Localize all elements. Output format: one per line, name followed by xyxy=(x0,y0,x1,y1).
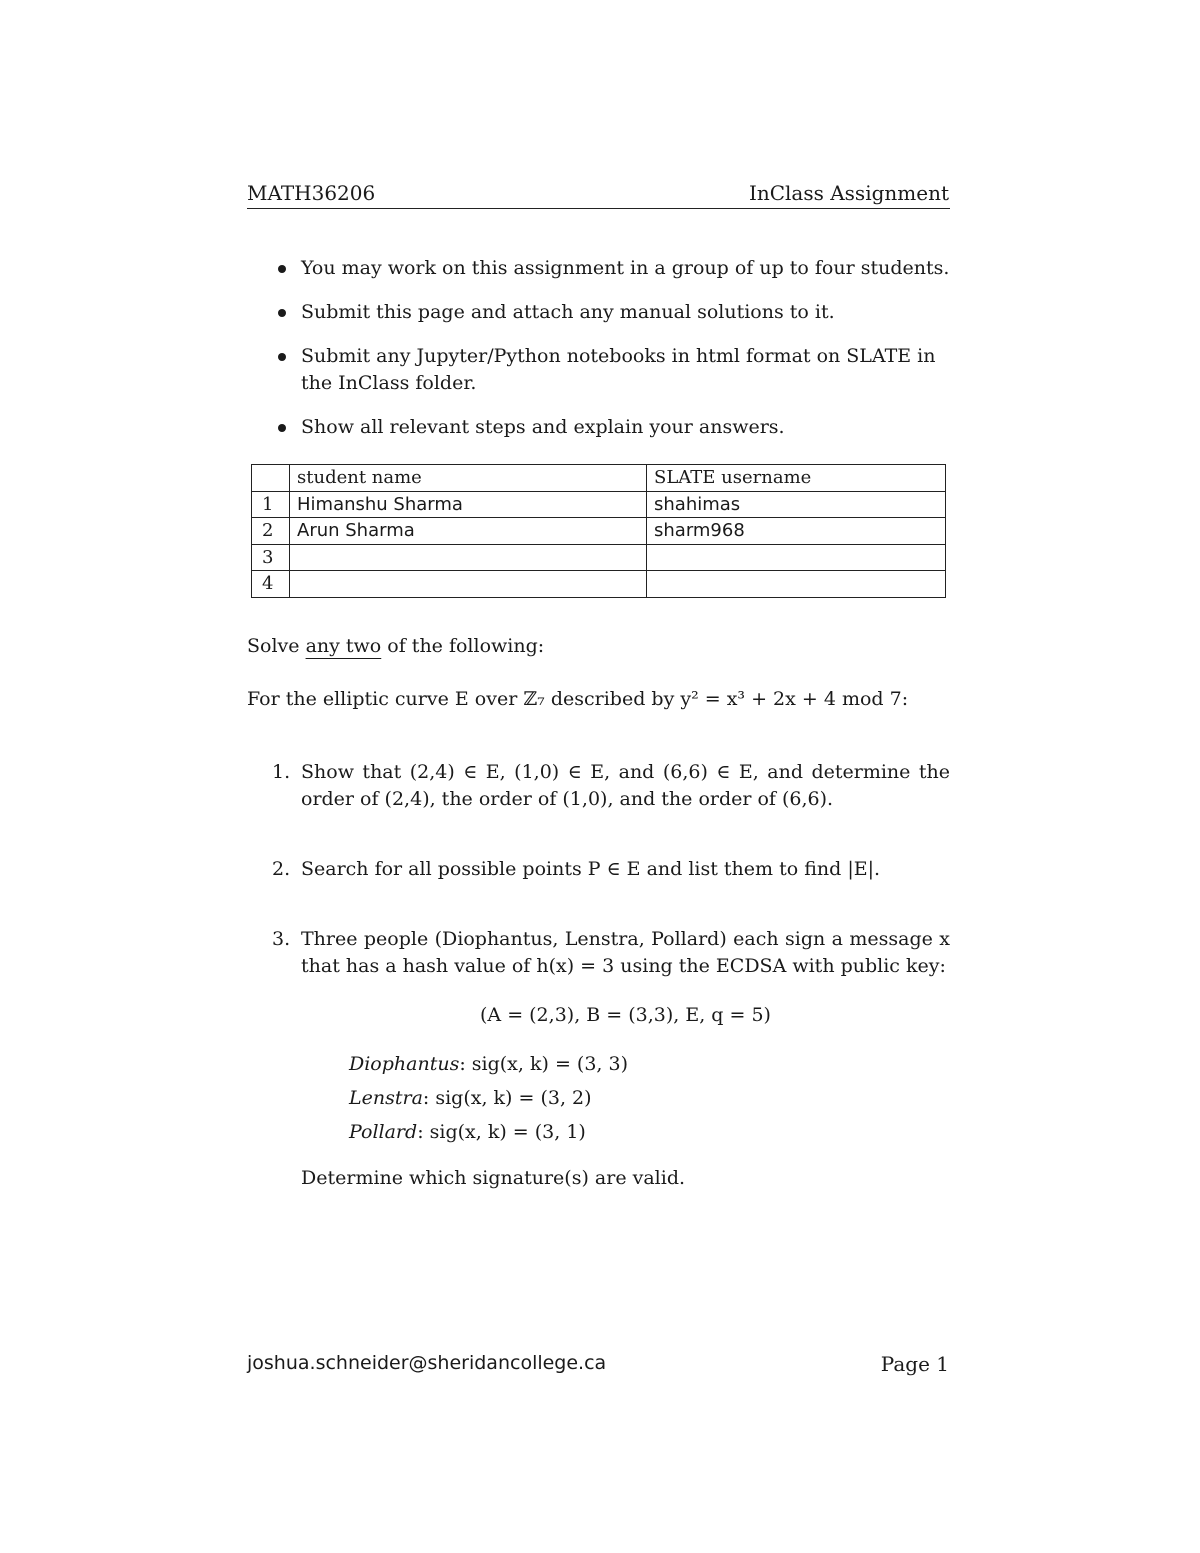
problem-item xyxy=(272,759,950,813)
table-header-username: SLATE username xyxy=(647,465,946,492)
table-header-num xyxy=(252,465,290,492)
problem-number: 2. xyxy=(272,858,291,880)
problem-list xyxy=(272,759,950,1235)
row-number: 2 xyxy=(252,518,290,545)
table-row xyxy=(252,571,946,598)
bullet-icon xyxy=(278,424,286,432)
table-header-name: student name xyxy=(290,465,647,492)
problem-text: Search for all possible points P ∈ E and list them to find |E|. xyxy=(301,858,881,880)
signature-value: : sig(x, k) = (3, 3) xyxy=(459,1053,628,1075)
table-row xyxy=(252,544,946,571)
instruction-item: You may work on this assignment in a group of up to four students. xyxy=(276,255,950,282)
slate-username-field[interactable]: sharm968 xyxy=(647,518,946,545)
course-code: MATH36206 xyxy=(247,181,376,205)
header-rule xyxy=(247,208,950,209)
bullet-icon xyxy=(278,309,286,317)
curve-statement: For the elliptic curve E over ℤ₇ described by y² = x³ + 2x + 4 mod 7: xyxy=(247,688,909,710)
student-table xyxy=(251,464,946,598)
bullet-icon xyxy=(278,265,286,273)
page-number: Page 1 xyxy=(880,1352,949,1376)
signer-name: Pollard xyxy=(349,1121,418,1143)
row-number: 4 xyxy=(252,571,290,598)
table-row xyxy=(252,518,946,545)
problem-item xyxy=(272,856,950,883)
footer-email: joshua.schneider@sheridancollege.ca xyxy=(247,1352,607,1374)
public-key-display: (A = (2,3), B = (3,3), E, q = 5) xyxy=(480,1004,771,1026)
signer-name: Diophantus xyxy=(349,1053,460,1075)
instructions-list xyxy=(276,255,950,458)
solve-emphasis: any two xyxy=(305,635,382,657)
problem-text: Show that (2,4) ∈ E, (1,0) ∈ E, and (6,6) ∈ E, and determine the order of (2,4), the order of (1,0), and the order of (6,6). xyxy=(301,761,950,810)
row-number: 3 xyxy=(252,544,290,571)
student-name-field[interactable] xyxy=(290,571,647,598)
instruction-item: Submit any Jupyter/Python notebooks in html format on SLATE in the InClass folder. xyxy=(276,343,950,397)
slate-username-field[interactable] xyxy=(647,571,946,598)
instruction-item: Submit this page and attach any manual solutions to it. xyxy=(276,299,950,326)
signature-line xyxy=(349,1047,950,1081)
signature-line xyxy=(349,1081,950,1115)
problem-number: 3. xyxy=(272,928,291,950)
slate-username-field[interactable]: shahimas xyxy=(647,491,946,518)
document-title: InClass Assignment xyxy=(748,181,949,205)
signer-name: Lenstra xyxy=(349,1087,423,1109)
student-name-field[interactable] xyxy=(290,544,647,571)
signature-line xyxy=(349,1115,950,1149)
problem-number: 1. xyxy=(272,761,291,783)
signature-value: : sig(x, k) = (3, 2) xyxy=(422,1087,592,1109)
student-name-field[interactable]: Himanshu Sharma xyxy=(290,491,647,518)
problem-closing: Determine which signature(s) are valid. xyxy=(301,1167,686,1189)
problem-item xyxy=(272,926,950,1192)
slate-username-field[interactable] xyxy=(647,544,946,571)
table-header-row xyxy=(252,465,946,492)
bullet-icon xyxy=(278,353,286,361)
instruction-item: Show all relevant steps and explain your answers. xyxy=(276,414,950,441)
signature-value: : sig(x, k) = (3, 1) xyxy=(417,1121,586,1143)
problem-text: Three people (Diophantus, Lenstra, Pollard) each sign a message x that has a hash value of h(x) = 3 using the ECDSA with public key: xyxy=(301,928,950,977)
student-name-field[interactable]: Arun Sharma xyxy=(290,518,647,545)
row-number: 1 xyxy=(252,491,290,518)
table-row xyxy=(252,491,946,518)
solve-instruction: Solve any two of the following: xyxy=(247,635,545,657)
